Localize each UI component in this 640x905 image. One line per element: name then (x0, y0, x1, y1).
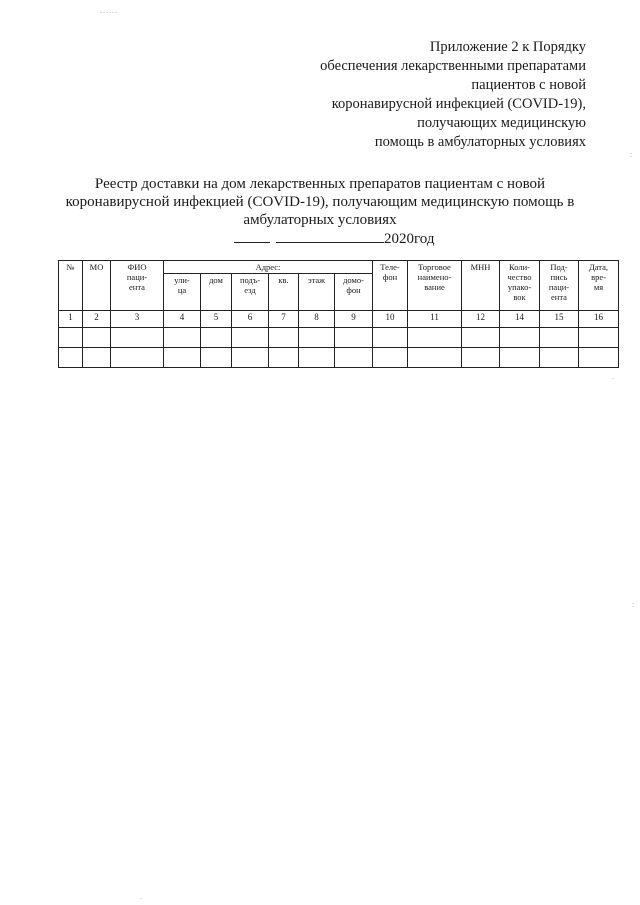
col-phone-header: Теле- фон (373, 261, 408, 311)
empty-cell (59, 348, 83, 368)
col-apt-header: кв. (269, 274, 299, 311)
blank-field-month (276, 228, 384, 243)
column-number: 7 (269, 311, 299, 328)
col-num-header: № (59, 261, 83, 311)
scan-artifact: . (140, 892, 142, 901)
empty-cell (540, 348, 579, 368)
col-fio-header: ФИО паци- ента (111, 261, 164, 311)
table-row (59, 328, 619, 348)
appendix-line: получающих медицинскую (417, 115, 586, 131)
column-number: 15 (540, 311, 579, 328)
empty-cell (500, 328, 540, 348)
scan-artifact: : (630, 150, 633, 159)
col-mo-header: МО (83, 261, 111, 311)
appendix-line: Приложение 2 к Порядку (429, 39, 586, 55)
col-entrance-header: подъ- езд (232, 274, 269, 311)
column-number: 16 (579, 311, 619, 328)
empty-cell (164, 328, 201, 348)
appendix-line: пациентов с новой (471, 77, 586, 93)
empty-cell (579, 328, 619, 348)
column-number: 6 (232, 311, 269, 328)
column-number: 3 (111, 311, 164, 328)
empty-cell (579, 348, 619, 368)
appendix-line: коронавирусной инфекцией (COVID-19), (331, 96, 586, 112)
column-number: 5 (201, 311, 232, 328)
empty-cell (335, 348, 373, 368)
scan-artifact: : (632, 600, 635, 609)
column-number: 8 (299, 311, 335, 328)
empty-cell (500, 348, 540, 368)
empty-cell (299, 348, 335, 368)
col-floor-header: этаж (299, 274, 335, 311)
empty-cell (269, 328, 299, 348)
title-line: амбулаторных условиях (243, 212, 397, 228)
empty-cell (83, 328, 111, 348)
col-address-header: Адрес: (164, 261, 373, 274)
column-number: 11 (408, 311, 462, 328)
appendix-line: обеспечения лекарственными препаратами (320, 58, 586, 74)
appendix-line: помощь в амбулаторных условиях (374, 134, 586, 150)
document-title (60, 175, 580, 229)
empty-cell (462, 328, 500, 348)
empty-cell (111, 348, 164, 368)
registry-table (58, 260, 619, 368)
scan-artifact: . (612, 372, 614, 381)
empty-cell (373, 348, 408, 368)
empty-cell (201, 328, 232, 348)
col-datetime-header: Дата, вре- мя (579, 261, 619, 311)
col-mnn-header: МНН (462, 261, 500, 311)
scan-artifact: ...... (100, 6, 118, 15)
appendix-header (320, 38, 586, 152)
empty-cell (201, 348, 232, 368)
column-number: 10 (373, 311, 408, 328)
column-number: 1 (59, 311, 83, 328)
column-number: 4 (164, 311, 201, 328)
column-number: 14 (500, 311, 540, 328)
empty-cell (232, 348, 269, 368)
col-qty-header: Коли- чество упако- вок (500, 261, 540, 311)
empty-cell (111, 328, 164, 348)
col-intercom-header: домо- фон (335, 274, 373, 311)
column-number-row (59, 311, 619, 328)
table-header-row (59, 261, 619, 274)
col-signature-header: Под- пись паци- ента (540, 261, 579, 311)
col-street-header: ули- ца (164, 274, 201, 311)
year-label: 2020год (384, 231, 435, 247)
empty-cell (540, 328, 579, 348)
empty-cell (232, 328, 269, 348)
empty-cell (269, 348, 299, 368)
empty-cell (408, 348, 462, 368)
title-line: коронавирусной инфекцией (COVID-19), получающим медицинскую помощь в (65, 194, 575, 210)
empty-cell (373, 328, 408, 348)
title-line: Реестр доставки на дом лекарственных препаратов пациентам с новой (94, 176, 546, 192)
column-number: 9 (335, 311, 373, 328)
empty-cell (164, 348, 201, 368)
column-number: 2 (83, 311, 111, 328)
col-house-header: дом (201, 274, 232, 311)
empty-cell (59, 328, 83, 348)
empty-cell (462, 348, 500, 368)
date-line (234, 228, 434, 248)
empty-cell (83, 348, 111, 368)
empty-cell (299, 328, 335, 348)
blank-field-day (234, 228, 270, 243)
empty-cell (335, 328, 373, 348)
column-number: 12 (462, 311, 500, 328)
table-row (59, 348, 619, 368)
col-trade-name-header: Торговое наимено- вание (408, 261, 462, 311)
empty-cell (408, 328, 462, 348)
